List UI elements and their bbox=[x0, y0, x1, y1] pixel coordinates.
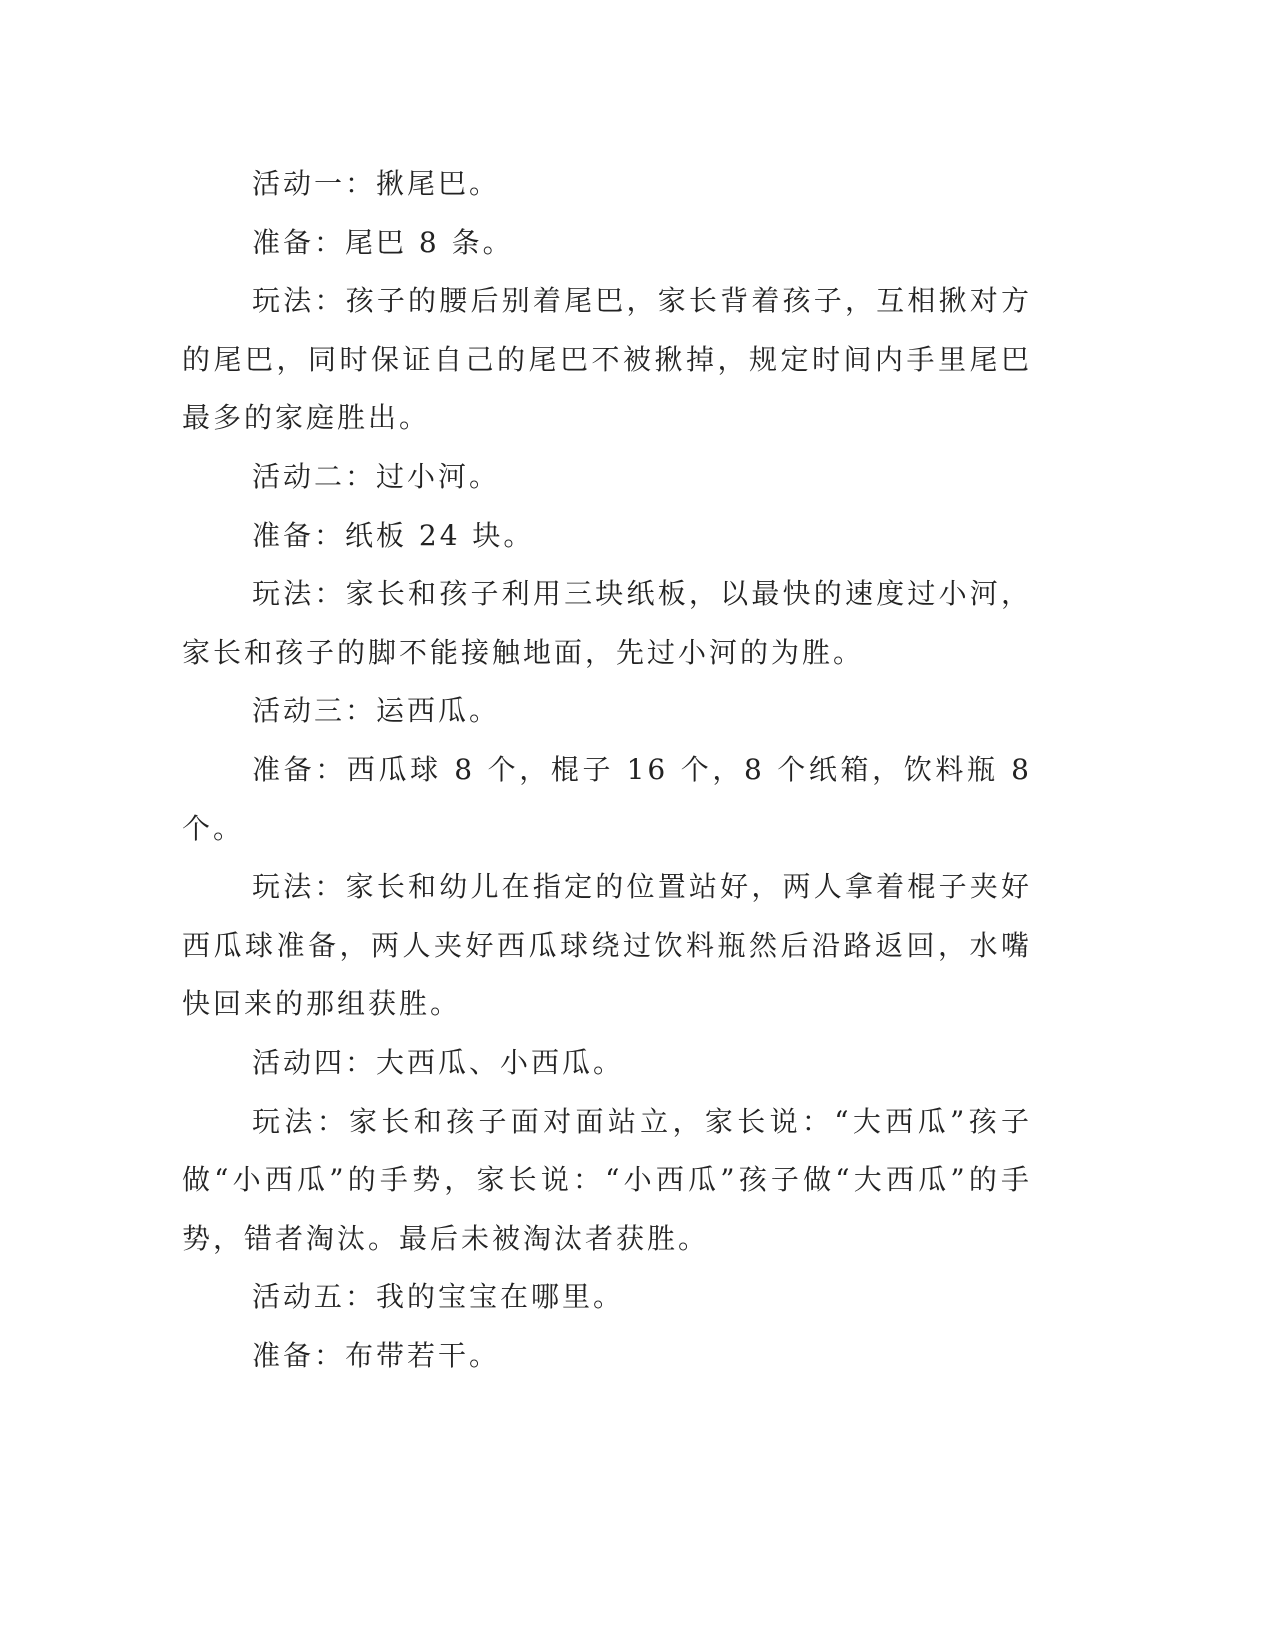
activity-2-heading: 活动二：过小河。 bbox=[252, 459, 501, 493]
activity-2-preparation: 准备：纸板 24 块。 bbox=[252, 518, 535, 552]
activity-1-rules: 玩法：孩子的腰后别着尾巴，家长背着孩子，互相揪对方的尾巴，同时保证自己的尾巴不被揪掉，规定时间内手里尾巴最多的家庭胜出。 bbox=[182, 284, 1032, 435]
activity-3-heading: 活动三：运西瓜。 bbox=[252, 694, 501, 728]
activity-5-heading: 活动五：我的宝宝在哪里。 bbox=[252, 1280, 625, 1314]
document-body bbox=[182, 155, 1032, 1385]
activity-3-rules: 玩法：家长和幼儿在指定的位置站好，两人拿着棍子夹好西瓜球准备，两人夹好西瓜球绕过饮料瓶然后沿路返回，水嘴快回来的那组获胜。 bbox=[182, 870, 1032, 1021]
activity-4-heading: 活动四：大西瓜、小西瓜。 bbox=[252, 1045, 625, 1079]
activity-1-preparation: 准备：尾巴 8 条。 bbox=[252, 225, 514, 259]
activity-1-heading: 活动一：揪尾巴。 bbox=[252, 167, 501, 200]
activity-3-preparation: 准备：西瓜球 8 个，棍子 16 个，8 个纸箱，饮料瓶 8 个。 bbox=[182, 752, 1032, 845]
activity-4-rules: 玩法：家长和孩子面对面站立，家长说：“大西瓜”孩子做“小西瓜”的手势，家长说：“小西瓜”孩子做“大西瓜”的手势，错者淘汰。最后未被淘汰者获胜。 bbox=[182, 1104, 1032, 1255]
activity-2-rules: 玩法：家长和孩子利用三块纸板，以最快的速度过小河，家长和孩子的脚不能接触地面，先过小河的为胜。 bbox=[182, 577, 1032, 669]
activity-5-preparation: 准备：布带若干。 bbox=[252, 1338, 501, 1372]
